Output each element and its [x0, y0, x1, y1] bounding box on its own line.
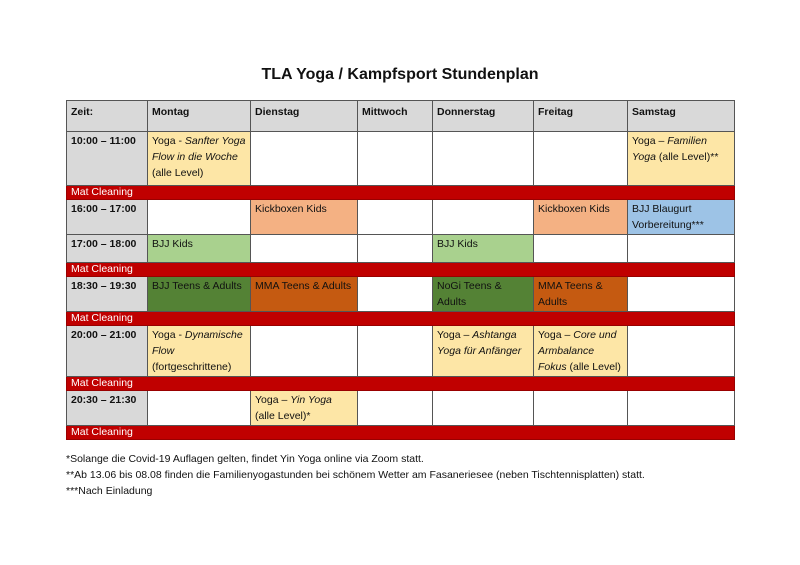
- empty-cell: [148, 200, 251, 235]
- empty-cell: [534, 132, 628, 186]
- empty-cell: [433, 132, 534, 186]
- class-text: BJJ Blaugurt Vorbereitung***: [632, 203, 704, 231]
- mat-cleaning-label: Mat Cleaning: [67, 426, 735, 440]
- footnotes: [66, 451, 734, 499]
- class-cell: [534, 326, 628, 377]
- class-cell: [251, 277, 358, 312]
- time-cell: 20:30 – 21:30: [67, 391, 148, 426]
- mat-cleaning-row: [67, 312, 735, 326]
- empty-cell: [358, 326, 433, 377]
- table-row: [67, 277, 735, 312]
- mat-cleaning-row: [67, 426, 735, 440]
- class-text: Ashtanga Yoga für Anfänger: [437, 329, 522, 357]
- header-row: [67, 101, 735, 132]
- mat-cleaning-row: [67, 263, 735, 277]
- class-cell: [628, 132, 735, 186]
- empty-cell: [628, 277, 735, 312]
- class-text: (alle Level)**: [655, 151, 719, 163]
- class-text: Yoga –: [632, 135, 668, 147]
- empty-cell: [251, 132, 358, 186]
- mat-cleaning-label: Mat Cleaning: [67, 186, 735, 200]
- empty-cell: [358, 132, 433, 186]
- empty-cell: [433, 391, 534, 426]
- table-row: [67, 391, 735, 426]
- class-text: NoGi Teens & Adults: [437, 280, 502, 308]
- class-cell: [148, 132, 251, 186]
- footnote: ***Nach Einladung: [66, 485, 153, 497]
- empty-cell: [628, 326, 735, 377]
- column-header: Donnerstag: [433, 101, 534, 132]
- class-cell: [433, 277, 534, 312]
- class-cell: [251, 391, 358, 426]
- time-cell: 18:30 – 19:30: [67, 277, 148, 312]
- class-cell: [534, 200, 628, 235]
- class-text: Sanfter Yoga Flow in die Woche: [152, 135, 246, 163]
- table-row: [67, 200, 735, 235]
- class-text: Kickboxen Kids: [255, 203, 327, 215]
- class-text: Core und Armbalance Fokus: [538, 329, 617, 373]
- footnote: **Ab 13.06 bis 08.08 finden die Familienyogastunden bei schönem Wetter am Fasaneriesee (neben Tischtennisplatten) statt.: [66, 469, 645, 481]
- table-row: [67, 326, 735, 377]
- empty-cell: [148, 391, 251, 426]
- column-header: Dienstag: [251, 101, 358, 132]
- class-cell: [534, 277, 628, 312]
- class-text: Kickboxen Kids: [538, 203, 610, 215]
- schedule-table: [66, 100, 735, 440]
- empty-cell: [358, 200, 433, 235]
- empty-cell: [628, 391, 735, 426]
- class-text: Yoga –: [437, 329, 473, 341]
- class-cell: [251, 200, 358, 235]
- class-text: Yin Yoga: [290, 394, 332, 406]
- class-text: MMA Teens & Adults: [255, 280, 352, 292]
- empty-cell: [433, 200, 534, 235]
- empty-cell: [534, 235, 628, 263]
- empty-cell: [358, 391, 433, 426]
- table-row: [67, 132, 735, 186]
- empty-cell: [251, 326, 358, 377]
- class-text: Familien Yoga: [632, 135, 707, 163]
- time-cell: 16:00 – 17:00: [67, 200, 148, 235]
- empty-cell: [628, 235, 735, 263]
- class-text: (fortgeschrittene): [152, 361, 232, 373]
- class-cell: [148, 277, 251, 312]
- column-header: Samstag: [628, 101, 735, 132]
- column-header: Freitag: [534, 101, 628, 132]
- mat-cleaning-label: Mat Cleaning: [67, 312, 735, 326]
- column-header: Zeit:: [67, 101, 148, 132]
- class-text: (alle Level)*: [255, 410, 311, 422]
- class-text: BJJ Kids: [152, 238, 193, 250]
- mat-cleaning-row: [67, 377, 735, 391]
- class-text: Yoga -: [152, 135, 185, 147]
- column-header: Mittwoch: [358, 101, 433, 132]
- class-text: (alle Level): [566, 361, 621, 373]
- mat-cleaning-label: Mat Cleaning: [67, 377, 735, 391]
- empty-cell: [534, 391, 628, 426]
- time-cell: 10:00 – 11:00: [67, 132, 148, 186]
- class-text: MMA Teens & Adults: [538, 280, 603, 308]
- time-cell: 17:00 – 18:00: [67, 235, 148, 263]
- class-text: Yoga –: [255, 394, 291, 406]
- page-title: TLA Yoga / Kampfsport Stundenplan: [261, 66, 539, 83]
- class-text: Yoga –: [538, 329, 574, 341]
- mat-cleaning-row: [67, 186, 735, 200]
- class-text: Yoga -: [152, 329, 185, 341]
- class-text: (alle Level): [152, 167, 204, 179]
- column-header: Montag: [148, 101, 251, 132]
- time-cell: 20:00 – 21:00: [67, 326, 148, 377]
- mat-cleaning-label: Mat Cleaning: [67, 263, 735, 277]
- class-text: BJJ Kids: [437, 238, 478, 250]
- table-row: [67, 235, 735, 263]
- class-cell: [148, 326, 251, 377]
- class-cell: [433, 235, 534, 263]
- class-text: Dynamische Flow: [152, 329, 243, 357]
- class-cell: [148, 235, 251, 263]
- class-cell: [433, 326, 534, 377]
- empty-cell: [358, 277, 433, 312]
- empty-cell: [251, 235, 358, 263]
- empty-cell: [358, 235, 433, 263]
- class-text: BJJ Teens & Adults: [152, 280, 242, 292]
- footnote: *Solange die Covid-19 Auflagen gelten, findet Yin Yoga online via Zoom statt.: [66, 453, 424, 465]
- page-content: [66, 100, 734, 499]
- class-cell: [628, 200, 735, 235]
